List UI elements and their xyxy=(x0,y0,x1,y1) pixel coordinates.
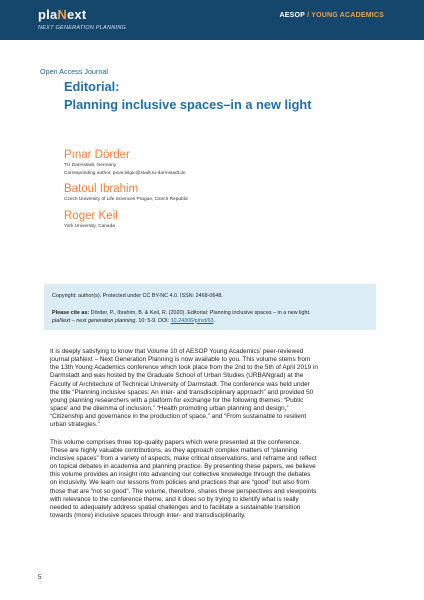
author-entry xyxy=(64,209,384,231)
author-entry xyxy=(64,182,384,204)
text-line: Faculty of Architecture of Technical University of Darmstadt. The conference was held under xyxy=(50,380,310,388)
text-line: with relevance to the conference theme, and it does so by trying to identify what is really xyxy=(50,495,299,503)
journal-header-band xyxy=(0,0,424,40)
publisher-label xyxy=(280,12,384,19)
citation-end: . xyxy=(213,317,216,324)
author-affiliation: Czech University of Life Sciences Prague, Czech Republic xyxy=(64,197,189,202)
text-line: inclusive spaces” from a variety of aspects, make critical observations, and reframe and reflect xyxy=(50,454,317,462)
author-entry xyxy=(64,148,384,177)
citation-volume: . 10: 5-9. DOI: xyxy=(135,317,171,324)
text-line: “Citizenship and governance in the production of space,” and “From sustainable to resilient xyxy=(50,413,307,421)
copyright-notice: Copyright: author(s). Protected under CC BY-NC 4.0. ISSN: 2468-0648. xyxy=(52,293,223,299)
title-line-1: Editorial: xyxy=(64,79,120,94)
text-line: needed to adequately address spatial challenges and to facilitate a sustainable transition xyxy=(50,503,301,511)
author-contact: Corresponding author, pinar.bilgic@stadt.tu-darmstadt.de xyxy=(64,170,186,176)
text-line: space' and the dilemma of inclusion,” “Health promoting urban planning and design,” xyxy=(50,405,289,413)
open-access-label: Open Access Journal xyxy=(40,67,108,76)
text-line: These are highly valuable contributions, as they approach complex matters of “planning xyxy=(50,446,298,454)
text-line: It is deeply satisfying to know that Volume 10 of AESOP Young Academics' peer-reviewed xyxy=(50,348,304,355)
page-number: 5 xyxy=(38,574,42,581)
text-line: the 13th Young Academics conference which took place from the 2nd to the 5th of April 2019 in xyxy=(50,364,318,372)
logo-text-rest: ext xyxy=(66,7,87,22)
separator: / xyxy=(304,12,312,19)
body-paragraph xyxy=(50,348,370,430)
logo-tagline: NEXT GENERATION PLANNING xyxy=(38,25,126,31)
journal-name: plaNext – next generation planning xyxy=(52,317,136,324)
text-line: those that are “not so good”. The volume, therefore, shares these perspectives and viewpoints xyxy=(50,487,317,495)
citation-line-2 xyxy=(52,318,215,324)
text-line: Darmstadt and was hosted by the Graduate School of Urban Studies (URBANgrad) at the xyxy=(50,372,304,380)
author-affiliation: TU Darmstadt, Germany xyxy=(64,163,117,168)
text-line: This volume comprises three top-quality papers which were presented at the conference. xyxy=(50,438,302,446)
citation-text: Dörder, P., Ibrahim, B. & Keil, R. (2020). Editorial: Planning inclusive spaces – in a new light. xyxy=(89,310,311,316)
article-title xyxy=(64,78,394,114)
citation-label: Please cite as: xyxy=(52,310,90,316)
author-name: Roger Keil xyxy=(64,209,118,222)
citation-line-1 xyxy=(52,310,311,316)
title-line-2: Planning inclusive spaces–in a new light xyxy=(64,97,312,112)
text-line: young planning researchers with a platform for exchange for the following themes: “Public xyxy=(50,396,304,404)
body-paragraph xyxy=(50,439,370,521)
text-line: on inclusivity. We learn our lessons from policies and practices that are “good” but also from xyxy=(50,479,310,487)
text-line: on topical debates in academia and planning practice. By presenting these papers, we believe xyxy=(50,463,316,471)
article-body xyxy=(50,348,370,529)
author-affiliation: York University, Canada xyxy=(64,223,115,229)
logo-text: pla xyxy=(38,7,58,22)
author-list xyxy=(64,148,384,235)
org-name: AESOP xyxy=(279,12,305,19)
author-name: Pınar Dörder xyxy=(64,149,130,161)
doi-link[interactable]: 10.24306/plnxt/63 xyxy=(170,317,214,324)
text-line: journal plaNext – Next Generation Planning is now available to you. This volume stems from xyxy=(50,356,311,364)
text-line: towards (more) inclusive spaces through inter- and transdisciplinarity. xyxy=(50,511,246,519)
journal-logo xyxy=(38,7,86,22)
text-line: this volume provides an insight into advancing our collective knowledge through the debates xyxy=(50,471,311,479)
text-line: the title “Planning inclusive spaces: An inter- and transdisciplinary approach” and provided 50 xyxy=(50,388,314,396)
author-name: Batoul Ibrahim xyxy=(64,183,139,195)
text-line: urban strategies.” xyxy=(50,421,100,429)
copyright-citation-box xyxy=(44,284,376,330)
org-section: YOUNG ACADEMICS xyxy=(311,12,384,19)
logo-accent-letter: N xyxy=(57,7,67,22)
